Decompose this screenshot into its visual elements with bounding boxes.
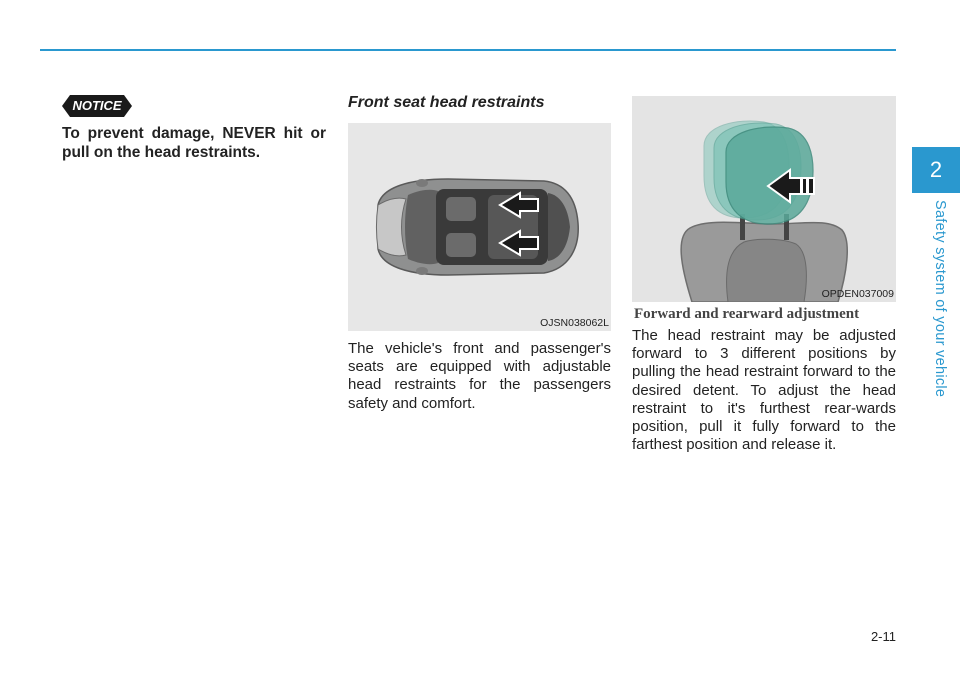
adjustment-description: The head restraint may be adjusted forward to 3 different positions by pulling the head restraint forward to the desired detent. To adjust the head restraint to it's furthest rear-wards position, pull it fully forward to the farthest position and release it. bbox=[632, 327, 896, 454]
notice-text: To prevent damage, NEVER hit or pull on the head restraints. bbox=[62, 125, 326, 161]
chapter-tab: 2 bbox=[912, 147, 960, 193]
front-seat-description: The vehicle's front and passenger's seats are equipped with adjustable head restraints for the passengers safety and comfort. bbox=[348, 340, 611, 412]
figure-code: OJSN038062L bbox=[540, 317, 609, 329]
car-top-view-icon bbox=[348, 123, 611, 331]
notice-badge bbox=[62, 95, 132, 117]
notice-badge-label: NOTICE bbox=[72, 98, 122, 113]
header-rule bbox=[40, 49, 896, 51]
figure-code: OPDEN037009 bbox=[821, 288, 894, 300]
page-number: 2-11 bbox=[870, 629, 896, 644]
chapter-label: Safety system of your vehicle bbox=[932, 200, 948, 398]
car-figure bbox=[348, 123, 611, 331]
section-heading: Front seat head restraints bbox=[348, 94, 545, 111]
adjustment-heading: Forward and rearward adjustment bbox=[634, 306, 860, 322]
head-restraint-figure bbox=[632, 96, 896, 302]
head-restraint-icon bbox=[632, 96, 896, 302]
